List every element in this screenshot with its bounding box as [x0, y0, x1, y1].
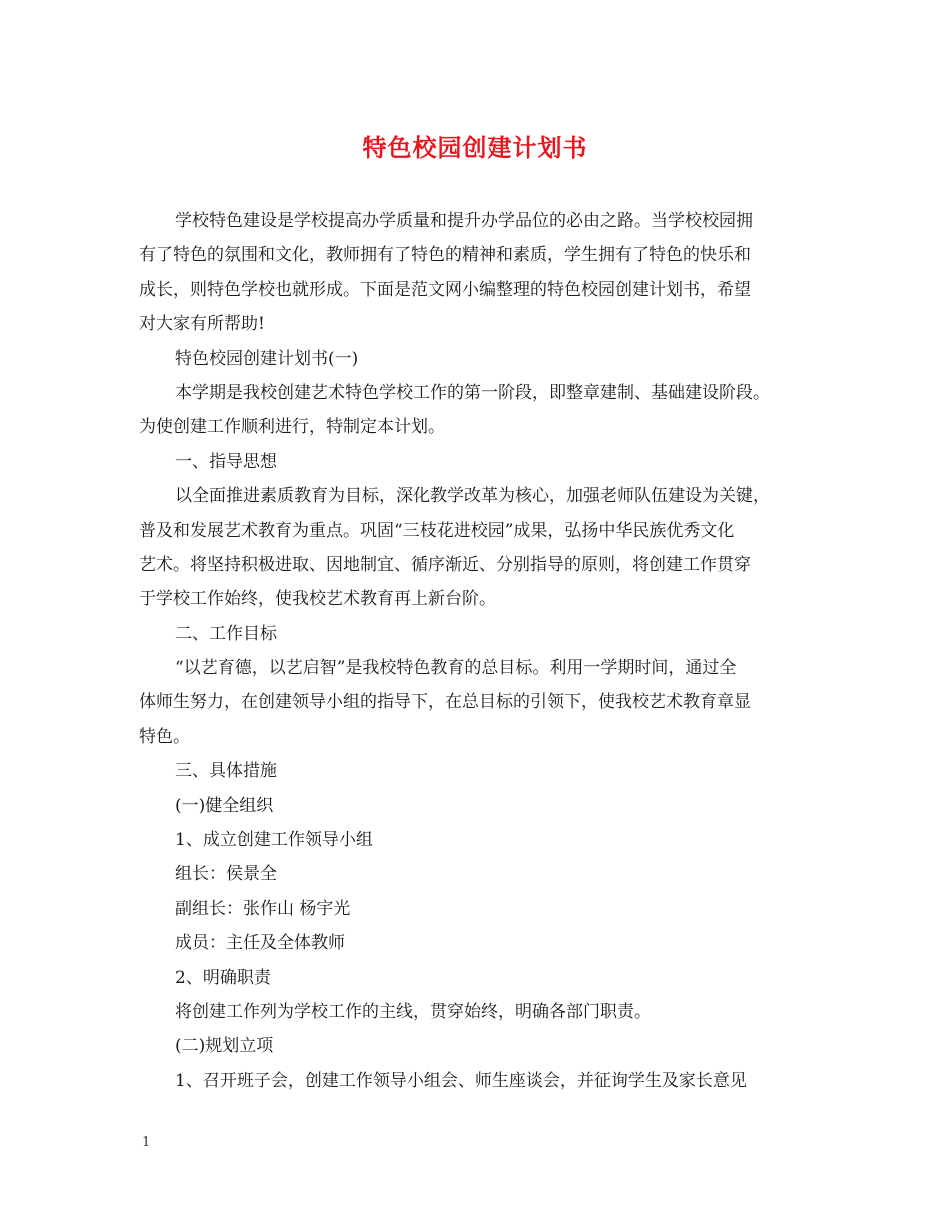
body-line: 为使创建工作顺利进行，特制定本计划。 — [139, 417, 445, 438]
body-line: 有了特色的氛围和文化，教师拥有了特色的精神和素质，学生拥有了特色的快乐和 — [139, 245, 751, 266]
document-title: 特色校园创建计划书 — [362, 133, 588, 162]
body-line: 将创建工作列为学校工作的主线，贯穿始终，明确各部门职责。 — [175, 1001, 651, 1022]
body-line: “以艺育德，以艺启智”是我校特色教育的总目标。利用一学期时间，通过全 — [175, 658, 737, 679]
section-heading: 二、工作目标 — [175, 623, 277, 644]
body-line: 普及和发展艺术教育为重点。巩固“三枝花进校园”成果，弘扬中华民族优秀文化 — [139, 520, 735, 541]
subsection-heading: (二)规划立项 — [175, 1036, 274, 1057]
section-heading: 三、具体措施 — [175, 761, 277, 782]
document-body — [139, 204, 819, 1098]
body-line: 于学校工作始终，使我校艺术教育再上新台阶。 — [139, 589, 496, 610]
body-line: 对大家有所帮助! — [139, 314, 265, 335]
body-line: 成长，则特色学校也就形成。下面是范文网小编整理的特色校园创建计划书，希望 — [139, 279, 751, 300]
page-number: 1 — [142, 1135, 151, 1150]
list-item: 1、成立创建工作领导小组 — [175, 830, 373, 851]
body-line: 以全面推进素质教育为目标，深化教学改革为核心，加强老师队伍建设为关键， — [175, 486, 770, 507]
list-item: 2、明确职责 — [175, 967, 271, 988]
list-item: 成员：主任及全体教师 — [175, 933, 345, 954]
body-line: 艺术。将坚持积极进取、因地制宜、循序渐近、分别指导的原则，将创建工作贯穿 — [139, 554, 751, 575]
list-item: 副组长：张作山 杨宇光 — [175, 898, 351, 919]
section-heading: 一、指导思想 — [175, 451, 277, 472]
section-heading: 特色校园创建计划书(一) — [175, 348, 359, 369]
body-line: 本学期是我校创建艺术特色学校工作的第一阶段，即整章建制、基础建设阶段。 — [175, 382, 770, 403]
body-line: 学校特色建设是学校提高办学质量和提升办学品位的必由之路。当学校校园拥 — [175, 211, 753, 231]
list-item: 1、召开班子会，创建工作领导小组会、师生座谈会，并征询学生及家长意见 — [175, 1070, 747, 1091]
list-item: 组长：侯景全 — [175, 864, 277, 885]
body-line: 体师生努力，在创建领导小组的指导下，在总目标的引领下，使我校艺术教育章显 — [139, 692, 751, 713]
body-line: 特色。 — [139, 726, 190, 747]
subsection-heading: (一)健全组织 — [175, 795, 274, 816]
